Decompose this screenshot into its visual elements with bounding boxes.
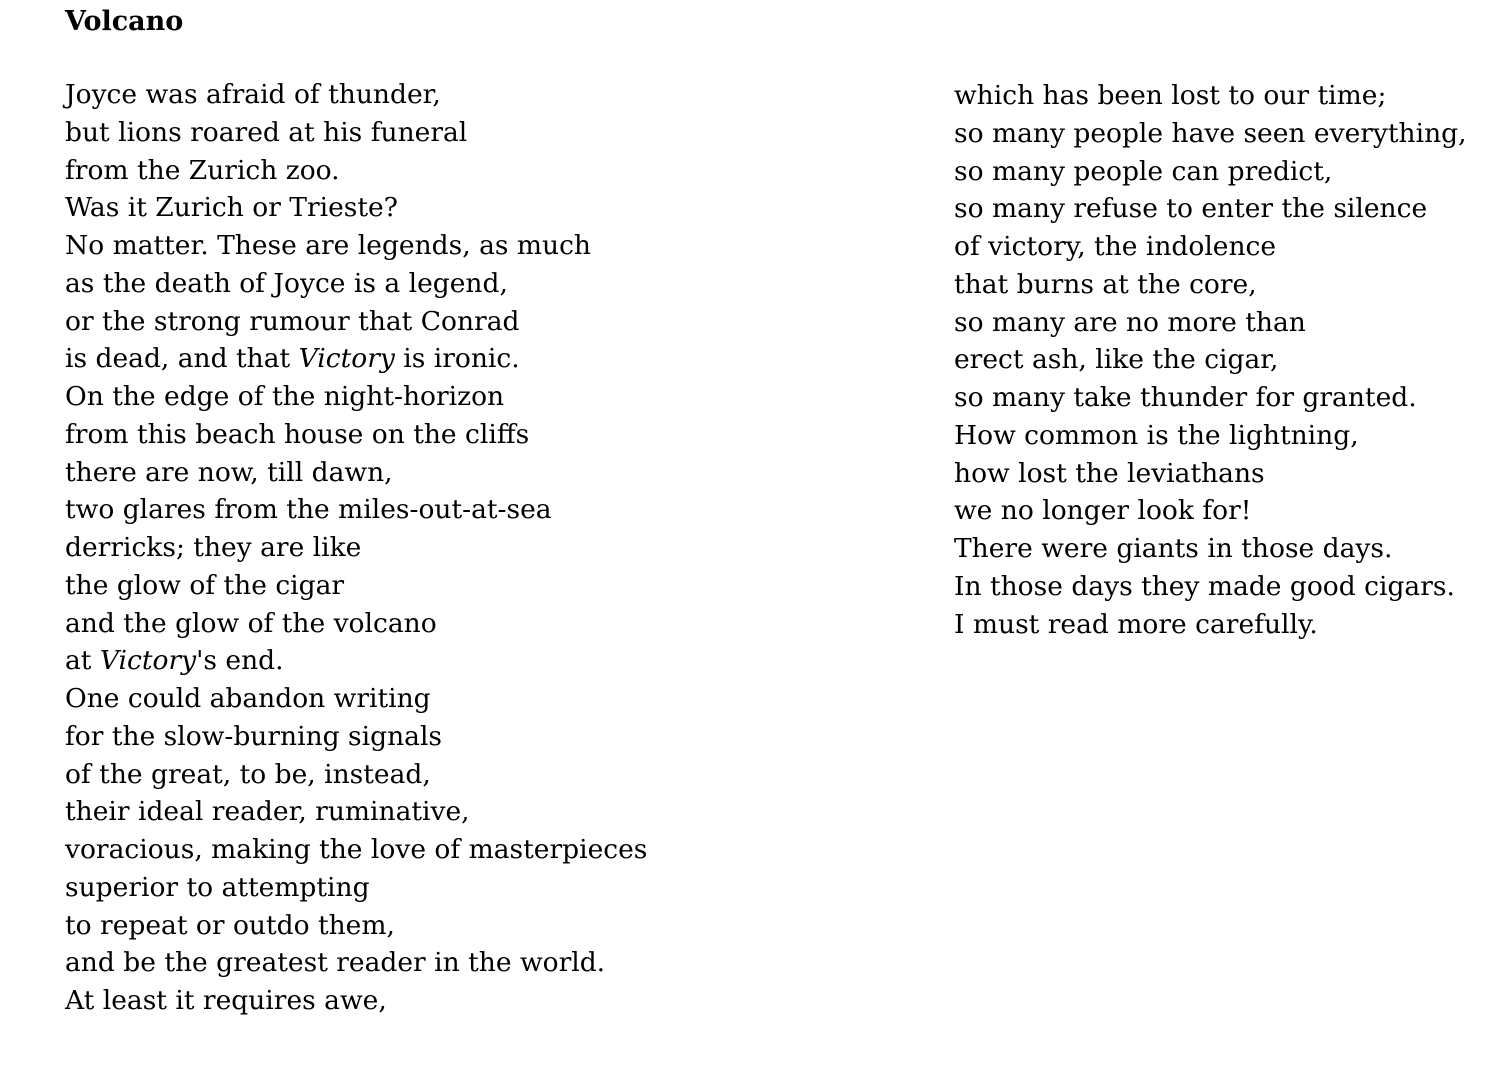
poem-line: is dead, and that Victory is ironic. (65, 343, 520, 375)
poem-line: I must read more carefully. (954, 608, 1318, 640)
poem-line: voracious, making the love of masterpieces (65, 834, 648, 865)
poem-line: so many are no more than (954, 306, 1306, 338)
poem-line: Was it Zurich or Trieste? (65, 192, 398, 224)
poem-line: two glares from the miles-out-at-sea (65, 494, 552, 526)
poem-line: and the glow of the volcano (65, 607, 437, 639)
poem-line: we no longer look for! (954, 495, 1252, 527)
poem-line: On the edge of the night-horizon (65, 381, 505, 412)
poem-line: derricks; they are like (65, 532, 362, 563)
poem-line: erect ash, like the cigar, (954, 344, 1279, 376)
poem-line: there are now, till dawn, (65, 456, 393, 488)
poem-line: One could abandon writing (65, 683, 431, 714)
poem-line: that burns at the core, (954, 268, 1257, 300)
poem-line: of victory, the indolence (954, 231, 1277, 262)
poem-line: from this beach house on the cliffs (65, 418, 530, 450)
poem-line: their ideal reader, ruminative, (65, 796, 470, 828)
poem-line: Joyce was afraid of thunder, (65, 79, 441, 110)
poem-title: Volcano (65, 6, 184, 37)
poem-line: as the death of Joyce is a legend, (65, 267, 508, 299)
poem-line: There were giants in those days. (954, 533, 1393, 564)
poem-line: to repeat or outdo them, (65, 909, 395, 941)
poem-line: at Victory's end. (65, 645, 284, 677)
poem-line: so many people have seen everything, (954, 117, 1467, 149)
poem-line: In those days they made good cigars. (954, 570, 1455, 602)
poem-column-left (65, 76, 885, 1020)
poem-column-right (954, 77, 1484, 643)
poem-line: At least it requires awe, (65, 985, 387, 1016)
poem-line: so many refuse to enter the silence (954, 193, 1428, 225)
poem-line: which has been lost to our time; (954, 80, 1387, 111)
poem-line: or the strong rumour that Conrad (65, 305, 520, 337)
poem-line: from the Zurich zoo. (65, 154, 340, 186)
italic-title-victory: Victory (99, 645, 197, 677)
poem-line: of the great, to be, instead, (65, 758, 431, 790)
italic-title-victory: Victory (298, 343, 395, 375)
poem-line: so many take thunder for granted. (954, 382, 1417, 413)
poem-line: how lost the leviathans (954, 457, 1265, 489)
poem-line: No matter. These are legends, as much (65, 230, 591, 261)
poem-line: the glow of the cigar (65, 569, 345, 601)
poem-line: and be the greatest reader in the world. (65, 947, 606, 979)
poem-line: superior to attempting (65, 871, 370, 903)
poem-line: for the slow-burning signals (65, 720, 443, 752)
poem-line: but lions roared at his funeral (65, 116, 468, 148)
poem-line: How common is the lightning, (954, 419, 1359, 451)
poem-line: so many people can predict, (954, 155, 1333, 187)
